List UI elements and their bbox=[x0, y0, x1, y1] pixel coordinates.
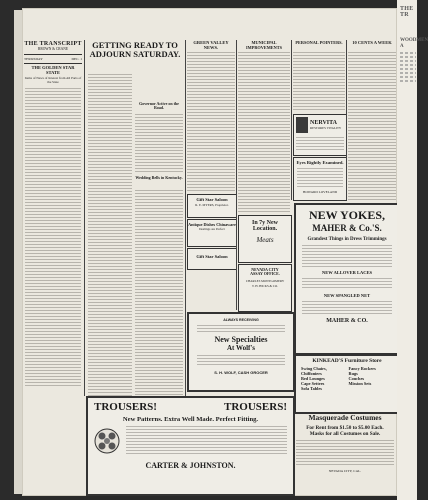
gift-star-ad bbox=[187, 194, 237, 218]
kinkead-ad bbox=[294, 354, 400, 414]
next-page-text bbox=[397, 0, 428, 82]
col6-headline: 10 CENTS A WEEK bbox=[352, 40, 392, 45]
next-page-line bbox=[400, 60, 416, 62]
next-page-header: THE TR bbox=[400, 6, 414, 18]
trousers-ad bbox=[86, 396, 295, 496]
kinkead-item: Rugs bbox=[348, 371, 358, 376]
day: THURSDAY bbox=[24, 57, 43, 62]
maher-text-1 bbox=[302, 245, 392, 267]
col6-article-text bbox=[348, 52, 396, 200]
kinkead-item: Sofa Tables bbox=[301, 386, 322, 391]
col1-headline: THE GOLDEN STAR STATE bbox=[31, 65, 75, 76]
maher-ad bbox=[294, 203, 400, 355]
col1-article-text bbox=[25, 88, 81, 388]
trousers-body bbox=[88, 423, 293, 459]
trousers-tagline: New Patterns. Extra Well Made. Perfect Fitting. bbox=[122, 416, 259, 423]
col6-header bbox=[348, 41, 396, 51]
date: DEC. 1 bbox=[71, 57, 82, 62]
nervita-sub: RESTORES VITALITY bbox=[310, 126, 342, 130]
eyes-ad bbox=[293, 157, 347, 201]
maher-signature: MAHER & CO. bbox=[326, 318, 368, 324]
eyes-text bbox=[297, 168, 343, 188]
next-page-line bbox=[400, 56, 416, 58]
gift-ad-title: Gift Star Saloon bbox=[196, 197, 228, 202]
next-page-subhead: WOODMEN A bbox=[400, 38, 428, 49]
col4-header bbox=[238, 41, 290, 51]
nevada-line2: ASSAY OFFICE. bbox=[250, 271, 280, 277]
new-ad-line1: In 7y New bbox=[251, 220, 278, 226]
newspaper-page bbox=[22, 8, 397, 496]
column-rule bbox=[291, 40, 292, 200]
col2b-subhead-box-2 bbox=[135, 176, 183, 188]
col3-header bbox=[187, 41, 235, 51]
assay-office-ad bbox=[238, 264, 292, 312]
new-ad-line2: Location. bbox=[252, 226, 278, 233]
chinaware-ad bbox=[187, 219, 237, 247]
masthead-rule bbox=[24, 54, 82, 55]
china-ad-line: Dealings are Perfect bbox=[199, 227, 225, 232]
paper-name: THE TRANSCRIPT bbox=[24, 41, 82, 47]
dateline bbox=[24, 57, 82, 61]
footer-note: NEVADA CITY, CAL. bbox=[328, 469, 362, 473]
nevada-line4: T. H. HICKS & CO. bbox=[251, 284, 279, 289]
scan-left-edge bbox=[0, 0, 22, 500]
col2-subhead2: Wedding Bells in Kentucky. bbox=[135, 175, 183, 180]
column-rule bbox=[236, 40, 237, 310]
saloon-ad bbox=[187, 248, 237, 270]
col5-header bbox=[293, 41, 345, 51]
nervita-ad bbox=[293, 114, 347, 156]
masq-line1: For Rent from $1.50 to $5.00 Each. bbox=[306, 425, 384, 431]
new-location-ad bbox=[238, 215, 292, 263]
spec-line2: New Specialties bbox=[214, 335, 268, 344]
col5-article-text bbox=[293, 52, 345, 112]
saloon-ad-title: Gift Star Saloon bbox=[196, 254, 228, 259]
kinkead-item: Fancy Rockers bbox=[348, 366, 376, 371]
maher-text-2 bbox=[302, 278, 392, 290]
gift-ad-name: R. E. MYERS, Proprietor. bbox=[195, 202, 229, 207]
col2-subhead1: Governor Active on the Road. bbox=[139, 101, 179, 111]
next-page-line bbox=[400, 68, 416, 70]
next-page-strip bbox=[397, 0, 428, 500]
portrait-image bbox=[296, 117, 308, 133]
col2-headline: GETTING READY TO ADJOURN SATURDAY. bbox=[89, 40, 181, 59]
trousers-signature: CARTER & JOHNSTON. bbox=[145, 461, 236, 470]
china-ad-title: Antique Dishes Chinaware bbox=[188, 222, 236, 227]
kinkead-item: Cape Settees bbox=[301, 381, 325, 386]
kinkead-item: Swing Chairs, bbox=[301, 366, 327, 371]
spec-text-2 bbox=[197, 355, 285, 367]
col2a-article-text bbox=[88, 74, 132, 396]
masthead-rule-2 bbox=[24, 63, 82, 64]
column-rule bbox=[346, 40, 347, 200]
column-rule bbox=[185, 40, 186, 396]
next-page-line bbox=[400, 52, 416, 54]
trousers-text bbox=[126, 426, 287, 456]
maher-title: NEW YOKES, bbox=[308, 208, 386, 222]
col1-subhead: Items of News of Interest from All Parts of the State bbox=[24, 75, 82, 84]
next-page-line bbox=[400, 64, 416, 66]
kinkead-item: Bed Lounges bbox=[301, 376, 325, 381]
col4-headline: MUNICIPAL IMPROVEMENTS bbox=[245, 40, 283, 50]
masthead bbox=[24, 41, 82, 84]
col2b-article-text bbox=[135, 114, 183, 174]
kinkead-items bbox=[296, 364, 398, 393]
kinkead-title: KINKEAD'S Furniture Store bbox=[312, 358, 382, 364]
masquerade-ad bbox=[294, 413, 396, 491]
col2-header bbox=[86, 41, 184, 71]
next-page-line bbox=[400, 80, 416, 82]
spec-line3: At Wolf's bbox=[226, 344, 256, 352]
column-rule bbox=[84, 40, 85, 396]
maher-text-3 bbox=[302, 301, 392, 315]
next-page-line bbox=[400, 72, 416, 74]
publishers: BROWN & CRANE bbox=[37, 47, 69, 52]
masq-line2: Masks for all Costumes on Sale. bbox=[309, 431, 381, 437]
kinkead-item: Mission Sets bbox=[348, 381, 372, 386]
fabric-sample-icon bbox=[94, 426, 120, 456]
col5-headline: PERSONAL POINTERS. bbox=[295, 40, 343, 45]
nevada-line3: CHARLES MONTGOMERY bbox=[245, 279, 285, 284]
spec-text bbox=[197, 325, 285, 333]
col2c-article-text bbox=[135, 190, 183, 396]
maher-line2: Grandest Things in Dress Trimmings bbox=[307, 237, 387, 242]
maher-line4: NEW SPANGLED NET bbox=[323, 293, 371, 298]
next-page-line bbox=[400, 76, 416, 78]
masq-title: Masquerade Costumes bbox=[308, 413, 382, 422]
maher-line3: NEW ALLOVER LACES bbox=[322, 270, 372, 275]
masq-text bbox=[296, 440, 394, 466]
trousers-header bbox=[88, 398, 293, 413]
nervita-text bbox=[296, 137, 344, 151]
col3-headline: GREEN VALLEY NEWS. bbox=[193, 40, 229, 50]
eyes-signature: HOWARD LOVELAND bbox=[302, 189, 338, 194]
nervita-title: NERVITA bbox=[310, 120, 338, 126]
trousers-left-title: TROUSERS! bbox=[94, 401, 157, 413]
kinkead-item: Couches bbox=[348, 376, 365, 381]
new-ad-signature: Meats bbox=[256, 235, 274, 244]
col3-article-text bbox=[187, 52, 235, 192]
eyes-title: Eyes Rightly Examined. bbox=[296, 160, 344, 165]
nevada-line1: NEVADA CITY bbox=[251, 267, 279, 272]
kinkead-item: Chiffoniers bbox=[301, 371, 322, 376]
maher-line1: MAHER & Co.'S. bbox=[312, 223, 382, 233]
col4-article-text bbox=[238, 52, 290, 212]
specialties-ad bbox=[187, 312, 295, 392]
previous-page-sliver bbox=[14, 10, 22, 494]
trousers-right-title: TROUSERS! bbox=[224, 401, 287, 413]
spec-line1: ALWAYS RECEIVING bbox=[223, 318, 259, 322]
spec-signature: S. H. WOLF, CASH GROCER bbox=[214, 370, 268, 375]
